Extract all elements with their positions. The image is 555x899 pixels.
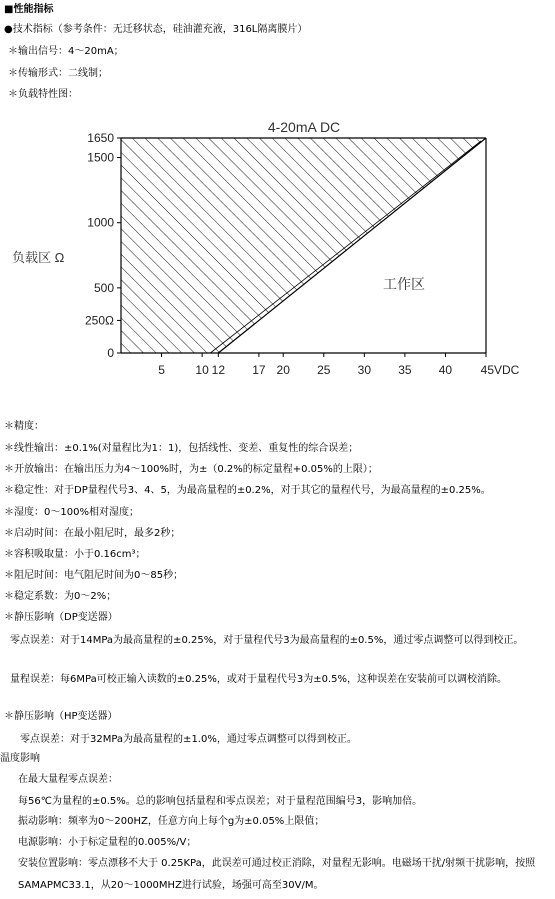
mounting-effect: 安装位置影响：零点漂移不大于 0.25KPa，此误差可通过校正消除，对量程无影响。电磁场干扰/射频干扰影响，按照SAMAPMC33.1，从20～1000MHZ进行试验，场强可高至30V/M。 — [18, 858, 536, 891]
spec-dp-static-pressure: ＊静压影响（DP变送器） — [4, 612, 118, 623]
chart-title: 4-20mA DC — [267, 119, 341, 135]
x-tick-label: 5 — [158, 363, 165, 377]
temperature-zero-error-title: 在最大量程零点误差： — [18, 774, 118, 785]
load-char-line: ＊负载特性图： — [8, 89, 78, 100]
load-characteristic-chart — [0, 108, 555, 410]
x-tick-label: 35 — [398, 363, 412, 377]
output-signal-line: ＊输出信号：4～20mA； — [8, 46, 124, 57]
section-title: ■性能指标 — [4, 4, 54, 15]
spec-startup-time: ＊启动时间：在最小阻尼时，最多2秒； — [4, 528, 181, 539]
y-tick-label: 0 — [107, 346, 114, 360]
spec-linear-output: ＊线性输出：±0.1%(对量程比为1：1)，包括线性、变差、重复性的综合误差； — [4, 443, 359, 454]
x-tick-label: 20 — [276, 363, 290, 377]
y-tick-label: 250Ω — [85, 313, 114, 328]
y-tick-label: 1500 — [87, 150, 114, 165]
spec-accuracy: ＊精度： — [4, 421, 44, 432]
x-tick-label: 17 — [252, 363, 266, 377]
x-tick-label: 10 — [195, 363, 209, 377]
x-tick-label: 25 — [317, 363, 331, 377]
working-region-label: 工作区 — [383, 276, 425, 292]
load-region-hatch — [121, 138, 486, 353]
x-tick-label: 12 — [211, 363, 226, 377]
tech-spec-line: ●技术指标（参考条件：无迁移状态，硅油灌充液，316L隔离膜片） — [4, 24, 308, 35]
dp-zero-error: 零点误差：对于14MPa为最高量程的±0.25%，对于量程代号3为最高量程的±0.5%，通过零点调整可以得到校正。 — [10, 635, 524, 646]
spec-humidity: ＊湿度：0～100%相对湿度； — [4, 507, 139, 518]
vibration-effect: 振动影响：频率为0～200HZ，任意方向上每个g为±0.05%上限值； — [18, 816, 325, 827]
hp-zero-error: 零点误差：对于32MPa为最高量程的±1.0%，通过零点调整可以得到校正。 — [20, 734, 357, 745]
x-tick-label: 40 — [438, 363, 453, 377]
spec-hp-static-pressure: ＊静压影响（HP变送器） — [4, 711, 118, 722]
spec-volume: ＊容积吸取量：小于0.16cm³； — [4, 549, 146, 560]
x-tick-label: 30 — [357, 363, 372, 377]
temperature-title: 温度影响 — [0, 753, 40, 764]
spec-stability-coefficient: ＊稳定系数：为0～2%； — [4, 591, 117, 602]
power-effect: 电源影响：小于标定量程的0.005%/V； — [18, 837, 197, 848]
y-tick-label: 1000 — [87, 215, 114, 230]
temperature-per-56: 每56℃为量程的±0.5%。总的影响包括量程和零点误差；对于量程范围编号3，影响加倍。 — [18, 796, 423, 807]
y-axis-label: 负载区 Ω — [12, 250, 65, 265]
x-tick-label: 45VDC — [480, 363, 520, 377]
dp-span-error: 量程误差：每6MPa可校正输入读数的±0.25%，或对于量程代号3为±0.5%，这种误差在安装前可以调校消除。 — [10, 674, 507, 685]
spec-damping-time: ＊阻尼时间：电气阻尼时间为0～85秒； — [4, 570, 184, 581]
transmission-line: ＊传输形式：二线制； — [8, 68, 108, 79]
y-tick-label: 500 — [93, 280, 114, 295]
spec-open-output: ＊开放输出：在输出压力为4～100%时，为±（0.2%的标定量程+0.05%的上限）； — [4, 464, 378, 475]
spec-stability: ＊稳定性：对于DP量程代号3、4、5，为最高量程的±0.2%，对于其它的量程代号，为最高量程的±0.25%。 — [4, 485, 491, 496]
y-tick-label: 1650 — [87, 131, 114, 145]
